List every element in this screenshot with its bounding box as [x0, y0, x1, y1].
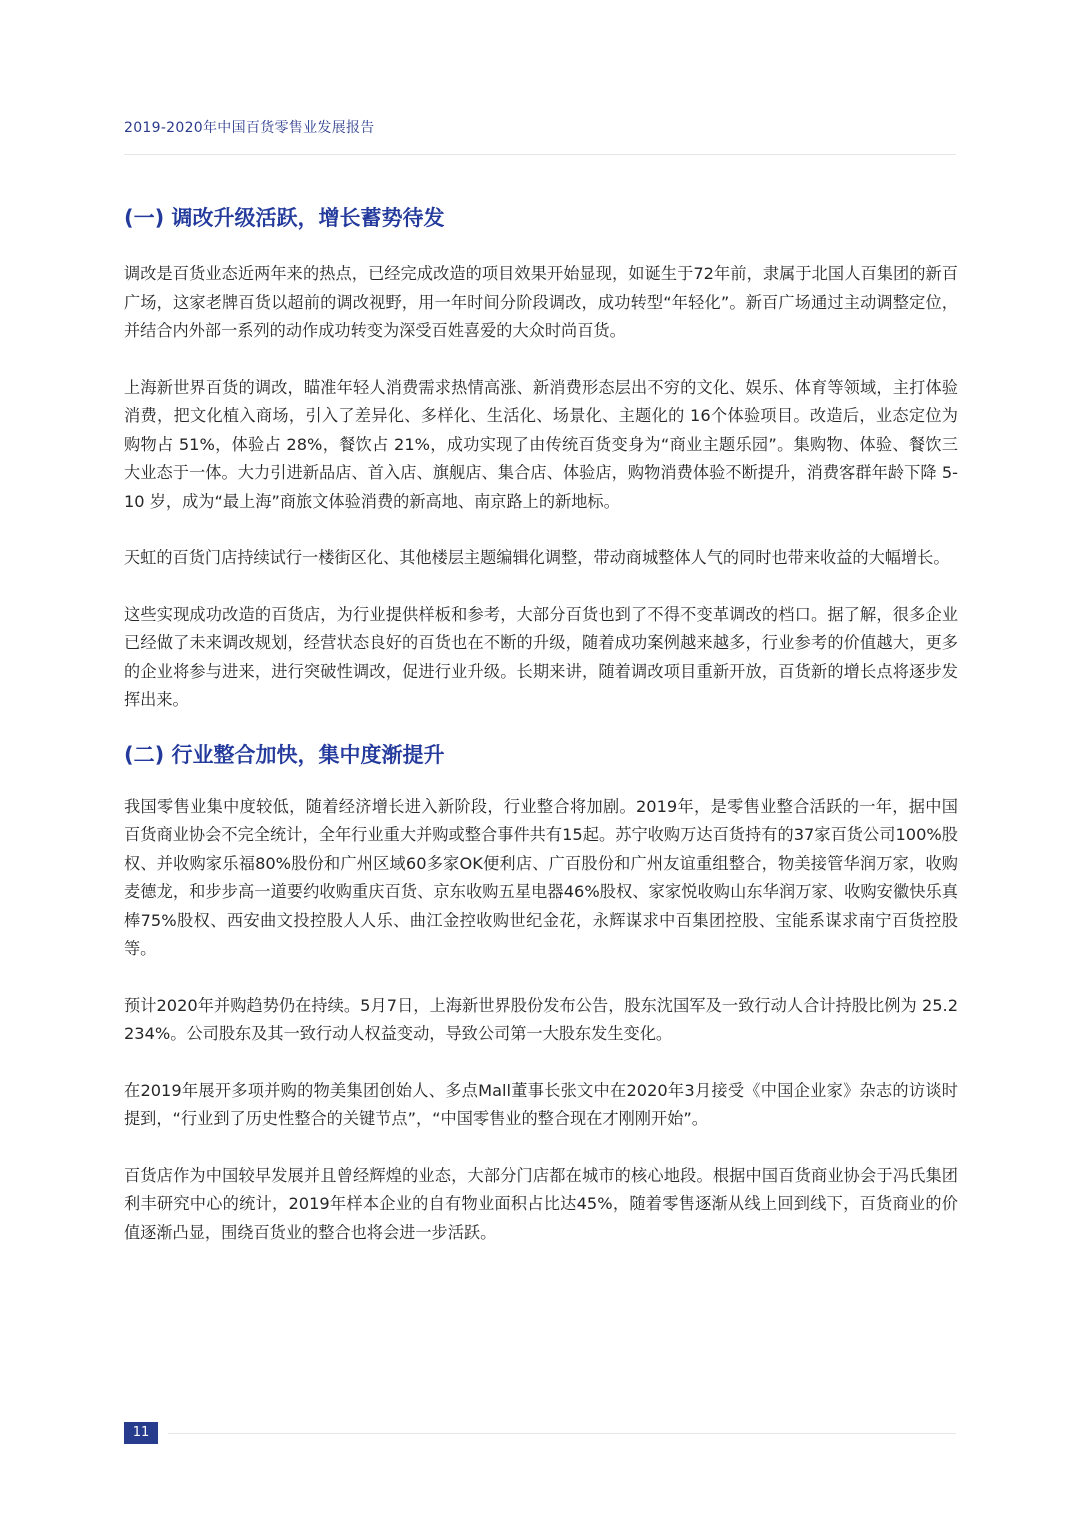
footer-divider [168, 1433, 956, 1434]
paragraph: 天虹的百货门店持续试行一楼街区化、其他楼层主题编辑化调整，带动商城整体人气的同时也带来收益的大幅增长。 [124, 548, 950, 567]
paragraph: 我国零售业集中度较低，随着经济增长进入新阶段，行业整合将加剧。2019年，是零售业整合活跃的一年，据中国百货商业协会不完全统计，全年行业重大并购或整合事件共有15起。苏宁收购万达百货持有的37家百货公司100%股权、并收购家乐福80%股份和广州区域60多家OK便利店、广百股份和广州友谊重组整合，物美接管华润万家，收购麦德龙，和步步高一道要约收购重庆百货、京东收购五星电器46%股权、家家悦收购山东华润万家、收购安徽快乐真棒75%股权、西安曲文投控股人人乐、曲江金控收购世纪金花，永辉谋求中百集团控股、宝能系谋求南宁百货控股等。 [124, 796, 958, 958]
paragraph: 百货店作为中国较早发展并且曾经辉煌的业态，大部分门店都在城市的核心地段。根据中国百货商业协会于冯氏集团利丰研究中心的统计，2019年样本企业的自有物业面积占比达45%，随着零售逐渐从线上回到线下，百货商业的价值逐渐凸显，围绕百货业的整合也将会进一步活跃。 [124, 1165, 958, 1242]
header-divider [124, 154, 956, 155]
paragraph: 上海新世界百货的调改，瞄准年轻人消费需求热情高涨、新消费形态层出不穷的文化、娱乐、体育等领域，主打体验消费，把文化植入商场，引入了差异化、多样化、生活化、场景化、主题化的 16个体验项目。改造后，业态定位为购物占 51%，体验占 28%，餐饮占 21%，成功实现了由传统百货变身为“商业主题乐园”。集购物、体验、餐饮三大业态于一体。大力引进新品店、首入店、旗舰店、集合店、体验店，购物消费体验不断提升，消费客群年龄下降 5-10 岁，成为“最上海”商旅文体验消费的新高地、南京路上的新地标。 [124, 377, 958, 511]
running-header: 2019-2020年中国百货零售业发展报告 [124, 120, 375, 136]
section-heading-2: (二) 行业整合加快，集中度渐提升 [124, 742, 445, 767]
paragraph: 在2019年展开多项并购的物美集团创始人、多点Mall董事长张文中在2020年3月接受《中国企业家》杂志的访谈时提到，“行业到了历史性整合的关键节点”，“中国零售业的整合现在才刚刚开始”。 [124, 1080, 958, 1128]
page-number-badge: 11 [124, 1422, 158, 1444]
paragraph: 调改是百货业态近两年来的热点，已经完成改造的项目效果开始显现，如诞生于72年前，隶属于北国人百集团的新百广场，这家老牌百货以超前的调改视野，用一年时间分阶段调改，成功转型“年轻化”。新百广场通过主动调整定位，并结合内外部一系列的动作成功转变为深受百姓喜爱的大众时尚百货。 [124, 264, 958, 340]
main-content [124, 198, 958, 1247]
paragraph: 预计2020年并购趋势仍在持续。5月7日，上海新世界股份发布公告，股东沈国军及一致行动人合计持股比例为 25.2234%。公司股东及其一致行动人权益变动，导致公司第一大股东发生变化。 [124, 995, 958, 1043]
page-footer [124, 1422, 956, 1444]
paragraph: 这些实现成功改造的百货店，为行业提供样板和参考，大部分百货也到了不得不变革调改的档口。据了解，很多企业已经做了未来调改规划，经营状态良好的百货也在不断的升级，随着成功案例越来越多，行业参考的价值越大，更多的企业将参与进来，进行突破性调改，促进行业升级。长期来讲，随着调改项目重新开放，百货新的增长点将逐步发挥出来。 [124, 604, 958, 709]
section-heading-1: (一) 调改升级活跃，增长蓄势待发 [124, 206, 445, 230]
